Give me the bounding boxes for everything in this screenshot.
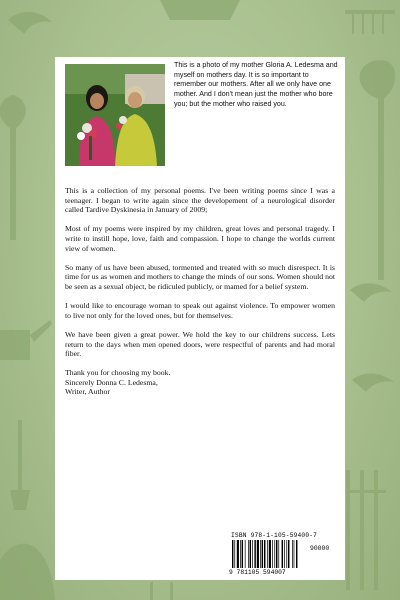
barcode-bar bbox=[254, 540, 255, 568]
barcode-bar bbox=[267, 540, 268, 568]
price-code: 90000 bbox=[310, 545, 330, 552]
barcode-bar bbox=[286, 540, 287, 568]
barcode-bar bbox=[232, 540, 233, 568]
barcode-bar bbox=[237, 540, 239, 568]
barcode-bar bbox=[288, 540, 289, 568]
barcode-bar bbox=[278, 540, 279, 568]
barcode-bar bbox=[262, 540, 263, 568]
barcode-bar bbox=[282, 540, 283, 568]
paragraph: I would like to encourage woman to speak out against violence. To empower women to live not only for the loved ones, but for themselves. bbox=[65, 301, 335, 320]
barcode-bar bbox=[276, 540, 277, 568]
signoff-signature: Sincerely Donna C. Ledesma, bbox=[65, 377, 158, 387]
paragraph: Most of my poems were inspired by my children, great loves and personal tragedy. I write to instill hope, love, faith and compassion. I hope to change the worlds current view of women. bbox=[65, 224, 335, 253]
barcode-bar bbox=[264, 540, 265, 568]
barcode-bar bbox=[296, 540, 297, 568]
barcode-bar bbox=[250, 540, 251, 568]
paragraph: So many of us have been abused, tormented and treated with so much disrespect. It is time for us as women and mothers to change the minds of our sons. Women should not be seen as a sexual object, be ridiculed publicly, or mamed for a belief system. bbox=[65, 262, 335, 291]
signoff bbox=[65, 368, 335, 397]
barcode-digits: 9 781105 594007 bbox=[229, 569, 286, 576]
isbn-text: ISBN 978-1-105-59400-7 bbox=[231, 532, 318, 539]
barcode-bar bbox=[294, 540, 295, 568]
barcode-bar bbox=[245, 540, 246, 568]
body-text bbox=[65, 186, 335, 397]
signoff-title: Writer, Author bbox=[65, 387, 111, 397]
barcode-bar bbox=[292, 540, 293, 568]
paragraph: This is a collection of my personal poems. I've been writing poems since I was a teenager. I began to write again since the developement of a neurological disorder called Tardive Dyskinesia in January of 2009; bbox=[65, 186, 335, 215]
barcode-bar bbox=[272, 540, 273, 568]
barcode-bar bbox=[269, 540, 271, 568]
barcode-bar bbox=[260, 540, 261, 568]
signoff-thanks: Thank you for choosing my book. bbox=[65, 368, 171, 378]
barcode-bar bbox=[248, 540, 249, 568]
barcode-bar bbox=[240, 540, 241, 568]
barcode-bar bbox=[284, 540, 285, 568]
barcode-bar bbox=[257, 540, 259, 568]
photo-caption: This is a photo of my mother Gloria A. Ledesma and myself on mothers day. It is so important to remember our mothers. After all we only have one mother. And I don't mean just the mother who bore you; but the mother who raised you. bbox=[174, 61, 338, 108]
barcode-bar bbox=[234, 540, 235, 568]
barcode-bar bbox=[252, 540, 253, 568]
barcode-bar bbox=[274, 540, 275, 568]
paragraph: We have been given a great power. We hold the key to our childrens success. Lets return to the days when men opened doors, were respectful of parents and had moral fiber. bbox=[65, 329, 335, 359]
author-mother-photo bbox=[65, 64, 165, 166]
barcode-bar bbox=[242, 540, 243, 568]
